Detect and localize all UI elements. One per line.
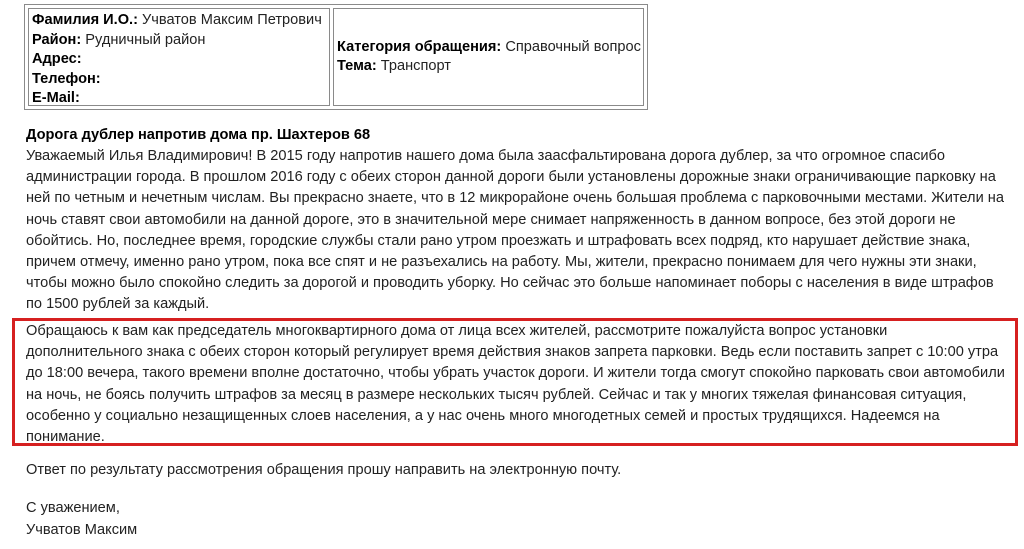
address-label: Адрес: (32, 51, 82, 67)
phone-label: Телефон: (32, 70, 101, 87)
letter-content (26, 125, 1006, 316)
signoff-block (26, 497, 426, 541)
full-name-value: Учватов Максим Петрович (137, 12, 322, 28)
full-name-row (32, 11, 329, 31)
letter-body: Уважаемый Илья Владимирович! В 2015 году напротив нашего дома была заасфальтирована дорога дублер, за что огромное спасибо администрации города. В прошлом 2016 году с обеих сторон данной дороги были установлены дорожные знаки ограничивающие парковку на ней по четным и нечетным числам. Вы прекрасно знаете, что в 12 микрорайоне очень большая проблема с парковочными местами. Жители на ночь ставят свои автомобили на данной дороге, это в значительной мере снимает напряженность в данном вопросе, без этой дороги не обойтись. Но, последнее время, городские службы стали рано утром проезжать и штрафовать всех подряд, кто нарушает действие знака, причем отмечу, именно рано утром, пока все спят и не разъехались на работу. Мы, жители, прекрасно понимаем для чего нужны эти знаки, чтобы можно было спокойно следить за дорогой и проводить уборку. Но сейчас это больше напоминает поборы с населения в виде штрафов по 1500 рублей за каждый. (26, 148, 1004, 313)
regards-line: С уважением, (26, 500, 120, 516)
request-details-cell (333, 8, 644, 106)
highlighted-paragraph: Обращаюсь к вам как председатель многоквартирного дома от лица всех жителей, рассмотрите пожалуйста вопрос установки дополнительного знака с обеих сторон который регулирует время действия знаков запрета парковки. Ведь если поставить запрет с 10:00 утра до 18:00 вечера, такого времени вполне достаточно, чтобы убрать участок дороги. И жители тогда смогут спокойно парковать свои автомобили на ночь, не боясь получить штрафов за месяц в размере нескольких тысяч рублей. Сейчас и так у многих тяжелая финансовая ситуация, особенно у социально незащищенных слоев населения, а у нас очень много многодетных семей и простых трудящихся. Надеемся на понимание. (26, 323, 1005, 446)
applicant-details-cell (28, 8, 330, 106)
signature-name: Учватов Максим (26, 522, 138, 538)
closing-request: Ответ по результату рассмотрения обращения прошу направить на электронную почту. (26, 462, 622, 478)
phone-row (32, 70, 329, 90)
district-row (32, 31, 329, 51)
topic-row (337, 57, 643, 77)
applicant-info-table (24, 4, 648, 110)
address-row (32, 50, 329, 70)
full-name-label: Фамилия И.О.: (32, 12, 138, 28)
category-label: Категория обращения: (337, 38, 502, 55)
letter-subject: Дорога дублер напротив дома пр. Шахтеров 68 (26, 127, 371, 143)
email-row (32, 89, 329, 106)
district-value: Рудничный район (81, 31, 206, 48)
category-value: Справочный вопрос (501, 38, 641, 55)
topic-label: Тема: (337, 58, 377, 74)
district-label: Район: (32, 31, 82, 48)
topic-value: Транспорт (376, 58, 451, 74)
email-label: E-Mail: (32, 90, 80, 106)
category-row (337, 38, 643, 58)
